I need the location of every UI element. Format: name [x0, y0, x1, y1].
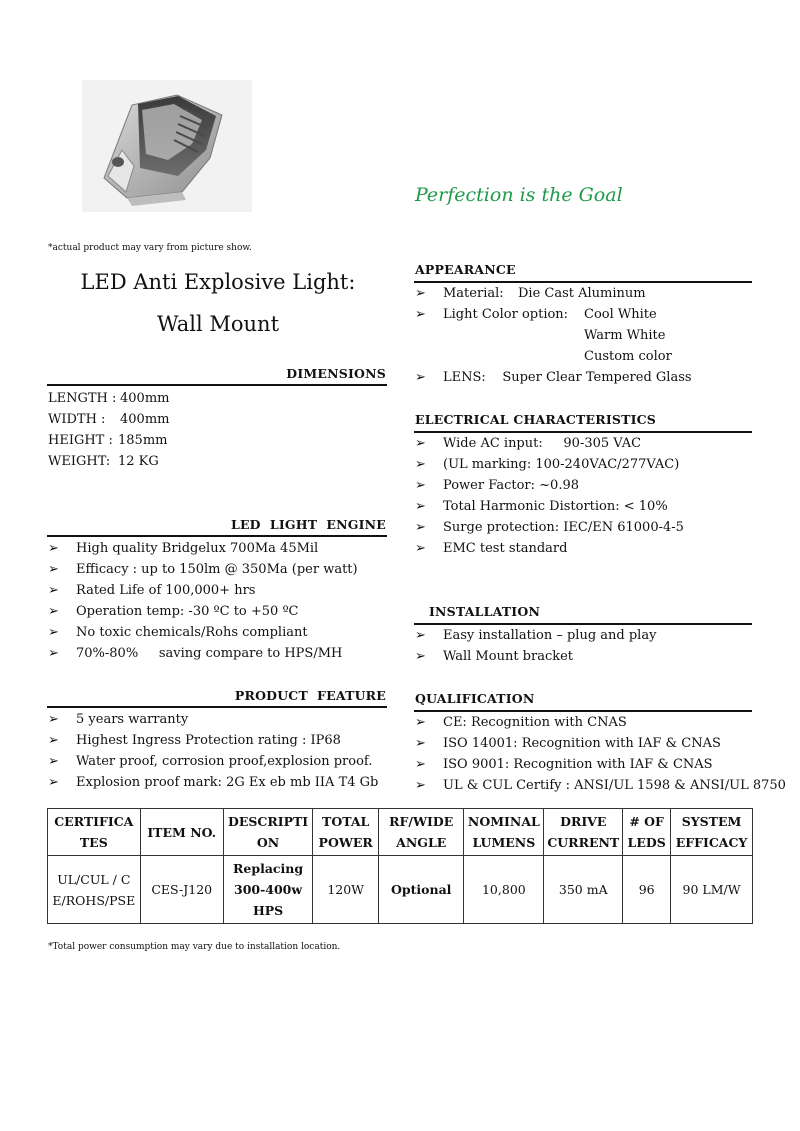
arrow-bullet-icon: ➢	[48, 625, 59, 640]
electrical-text: EMC test standard	[443, 541, 568, 556]
product-feature-heading: PRODUCT FEATURE	[234, 688, 386, 703]
arrow-bullet-icon: ➢	[48, 583, 59, 598]
led-engine-text: Efficacy : up to 150lm @ 350Ma (per watt)	[76, 562, 358, 577]
cell-drive-current: 350 mA	[544, 856, 623, 924]
electrical-text: Total Harmonic Distortion: < 10%	[443, 499, 668, 514]
col-header-total-power: TOTAL POWER	[313, 809, 379, 856]
appearance-material	[415, 286, 646, 301]
dimension-value: 400mm	[120, 412, 170, 427]
electrical-text: Surge protection: IEC/EN 61000-4-5	[443, 520, 684, 535]
cell-certificates: UL/CUL / CE/ROHS/PSE	[48, 856, 141, 924]
product-title: LED Anti Explosive Light:	[80, 270, 356, 294]
arrow-bullet-icon: ➢	[415, 778, 426, 793]
installation-item	[415, 628, 656, 643]
cell-item-no: CES-J120	[140, 856, 223, 924]
led-engine-item	[48, 583, 255, 598]
arrow-bullet-icon: ➢	[48, 712, 59, 727]
color-option: Cool White	[584, 307, 657, 322]
material-value: Die Cast Aluminum	[518, 286, 646, 301]
feature-text: Highest Ingress Protection rating : IP68	[76, 733, 341, 748]
photo-disclaimer: *actual product may vary from picture show.	[48, 243, 252, 253]
dimension-label: LENGTH :	[48, 391, 117, 406]
electrical-item	[415, 478, 579, 493]
dimension-width	[48, 412, 169, 427]
led-engine-item	[48, 541, 318, 556]
material-label: Material:	[443, 286, 504, 301]
electrical-item	[415, 499, 668, 514]
electrical-rule	[414, 431, 752, 433]
arrow-bullet-icon: ➢	[48, 754, 59, 769]
installation-text: Easy installation – plug and play	[443, 628, 657, 643]
arrow-bullet-icon: ➢	[415, 499, 426, 514]
arrow-bullet-icon: ➢	[415, 286, 426, 301]
qualification-heading: QUALIFICATION	[415, 691, 535, 706]
color-option: Custom color	[584, 349, 672, 364]
appearance-rule	[414, 281, 752, 283]
arrow-bullet-icon: ➢	[415, 457, 426, 472]
electrical-item	[415, 436, 641, 451]
electrical-item	[415, 520, 684, 535]
product-feature-rule	[47, 706, 387, 708]
appearance-lens	[415, 370, 692, 385]
installation-heading: INSTALLATION	[429, 604, 541, 619]
qualification-item	[415, 757, 713, 772]
feature-item	[48, 733, 341, 748]
installation-rule	[414, 623, 752, 625]
arrow-bullet-icon: ➢	[415, 541, 426, 556]
col-header-certificates: CERTIFICATES	[48, 809, 141, 856]
spec-table	[47, 808, 753, 924]
footer-note: *Total power consumption may vary due to installation location.	[48, 942, 341, 952]
dimension-value: 185mm	[118, 433, 168, 448]
arrow-bullet-icon: ➢	[415, 757, 426, 772]
arrow-bullet-icon: ➢	[48, 733, 59, 748]
led-engine-text: High quality Bridgelux 700Ma 45Mil	[76, 541, 319, 556]
feature-item	[48, 754, 372, 769]
col-header-item-no: ITEM NO.	[140, 809, 223, 856]
cell-total-power: 120W	[313, 856, 379, 924]
dimensions-heading: DIMENSIONS	[286, 366, 386, 381]
tagline: Perfection is the Goal	[415, 184, 623, 206]
electrical-text: Wide AC input: 90-305 VAC	[443, 436, 642, 451]
qualification-item	[415, 778, 786, 793]
qualification-item	[415, 715, 627, 730]
led-engine-text: Operation temp: -30 ºC to +50 ºC	[76, 604, 299, 619]
installation-text: Wall Mount bracket	[443, 649, 574, 664]
installation-item	[415, 649, 573, 664]
arrow-bullet-icon: ➢	[415, 628, 426, 643]
feature-text: 5 years warranty	[76, 712, 189, 727]
feature-item	[48, 775, 378, 790]
cell-efficacy: 90 LM/W	[671, 856, 753, 924]
qualification-text: CE: Recognition with CNAS	[443, 715, 627, 730]
col-header-angle: RF/WIDE ANGLE	[379, 809, 464, 856]
feature-item	[48, 712, 188, 727]
electrical-heading: ELECTRICAL CHARACTERISTICS	[415, 412, 657, 427]
arrow-bullet-icon: ➢	[48, 646, 59, 661]
led-engine-item	[48, 646, 342, 661]
arrow-bullet-icon: ➢	[48, 775, 59, 790]
appearance-color	[415, 307, 657, 322]
led-engine-item	[48, 625, 308, 640]
dimension-label: WIDTH :	[48, 412, 106, 427]
cell-angle: Optional	[379, 856, 464, 924]
lens-text: LENS: Super Clear Tempered Glass	[443, 370, 692, 385]
dimension-length	[48, 391, 169, 406]
product-photo	[82, 80, 252, 212]
led-engine-text: Rated Life of 100,000+ hrs	[76, 583, 256, 598]
cell-leds: 96	[623, 856, 671, 924]
dimensions-rule	[47, 384, 387, 386]
table-header-row	[48, 809, 753, 856]
table-row	[48, 856, 753, 924]
arrow-bullet-icon: ➢	[415, 307, 426, 322]
led-engine-text: 70%-80% saving compare to HPS/MH	[76, 646, 343, 661]
arrow-bullet-icon: ➢	[415, 715, 426, 730]
qualification-item	[415, 736, 721, 751]
dimension-weight	[48, 454, 159, 469]
arrow-bullet-icon: ➢	[415, 736, 426, 751]
arrow-bullet-icon: ➢	[415, 649, 426, 664]
col-header-drive-current: DRIVE CURRENT	[544, 809, 623, 856]
arrow-bullet-icon: ➢	[415, 520, 426, 535]
dimension-height	[48, 433, 167, 448]
arrow-bullet-icon: ➢	[48, 604, 59, 619]
dimension-value: 12 KG	[118, 454, 159, 469]
dimension-value: 400mm	[120, 391, 170, 406]
dimension-label: WEIGHT:	[48, 454, 111, 469]
arrow-bullet-icon: ➢	[415, 478, 426, 493]
qualification-text: UL & CUL Certify : ANSI/UL 1598 & ANSI/UL 8750	[443, 778, 786, 793]
led-engine-heading: LED LIGHT ENGINE	[230, 517, 386, 532]
arrow-bullet-icon: ➢	[415, 436, 426, 451]
qualification-text: ISO 9001: Recognition with IAF & CNAS	[443, 757, 713, 772]
arrow-bullet-icon: ➢	[48, 562, 59, 577]
electrical-item	[415, 541, 567, 556]
led-engine-text: No toxic chemicals/Rohs compliant	[76, 625, 308, 640]
col-header-lumens: NOMINAL LUMENS	[464, 809, 544, 856]
cell-lumens: 10,800	[464, 856, 544, 924]
electrical-item	[415, 457, 679, 472]
appearance-heading: APPEARANCE	[415, 262, 516, 277]
product-subtitle: Wall Mount	[156, 312, 280, 336]
feature-text: Water proof, corrosion proof,explosion proof.	[76, 754, 373, 769]
col-header-description: DESCRIPTION	[223, 809, 312, 856]
electrical-text: (UL marking: 100-240VAC/277VAC)	[443, 457, 680, 472]
arrow-bullet-icon: ➢	[48, 541, 59, 556]
col-header-leds: # OF LEDS	[623, 809, 671, 856]
anti-explosive-light-illustration	[82, 80, 252, 212]
color-label: Light Color option:	[443, 307, 569, 322]
dimension-label: HEIGHT :	[48, 433, 113, 448]
led-engine-item	[48, 562, 358, 577]
electrical-text: Power Factor: ~0.98	[443, 478, 579, 493]
led-engine-rule	[47, 535, 387, 537]
color-option: Warm White	[584, 328, 666, 343]
qualification-rule	[414, 710, 752, 712]
cell-description: Replacing 300-400w HPS	[223, 856, 312, 924]
feature-text: Explosion proof mark: 2G Ex eb mb IIA T4 Gb	[76, 775, 379, 790]
col-header-efficacy: SYSTEM EFFICACY	[671, 809, 753, 856]
arrow-bullet-icon: ➢	[415, 370, 426, 385]
led-engine-item	[48, 604, 299, 619]
qualification-text: ISO 14001: Recognition with IAF & CNAS	[443, 736, 721, 751]
